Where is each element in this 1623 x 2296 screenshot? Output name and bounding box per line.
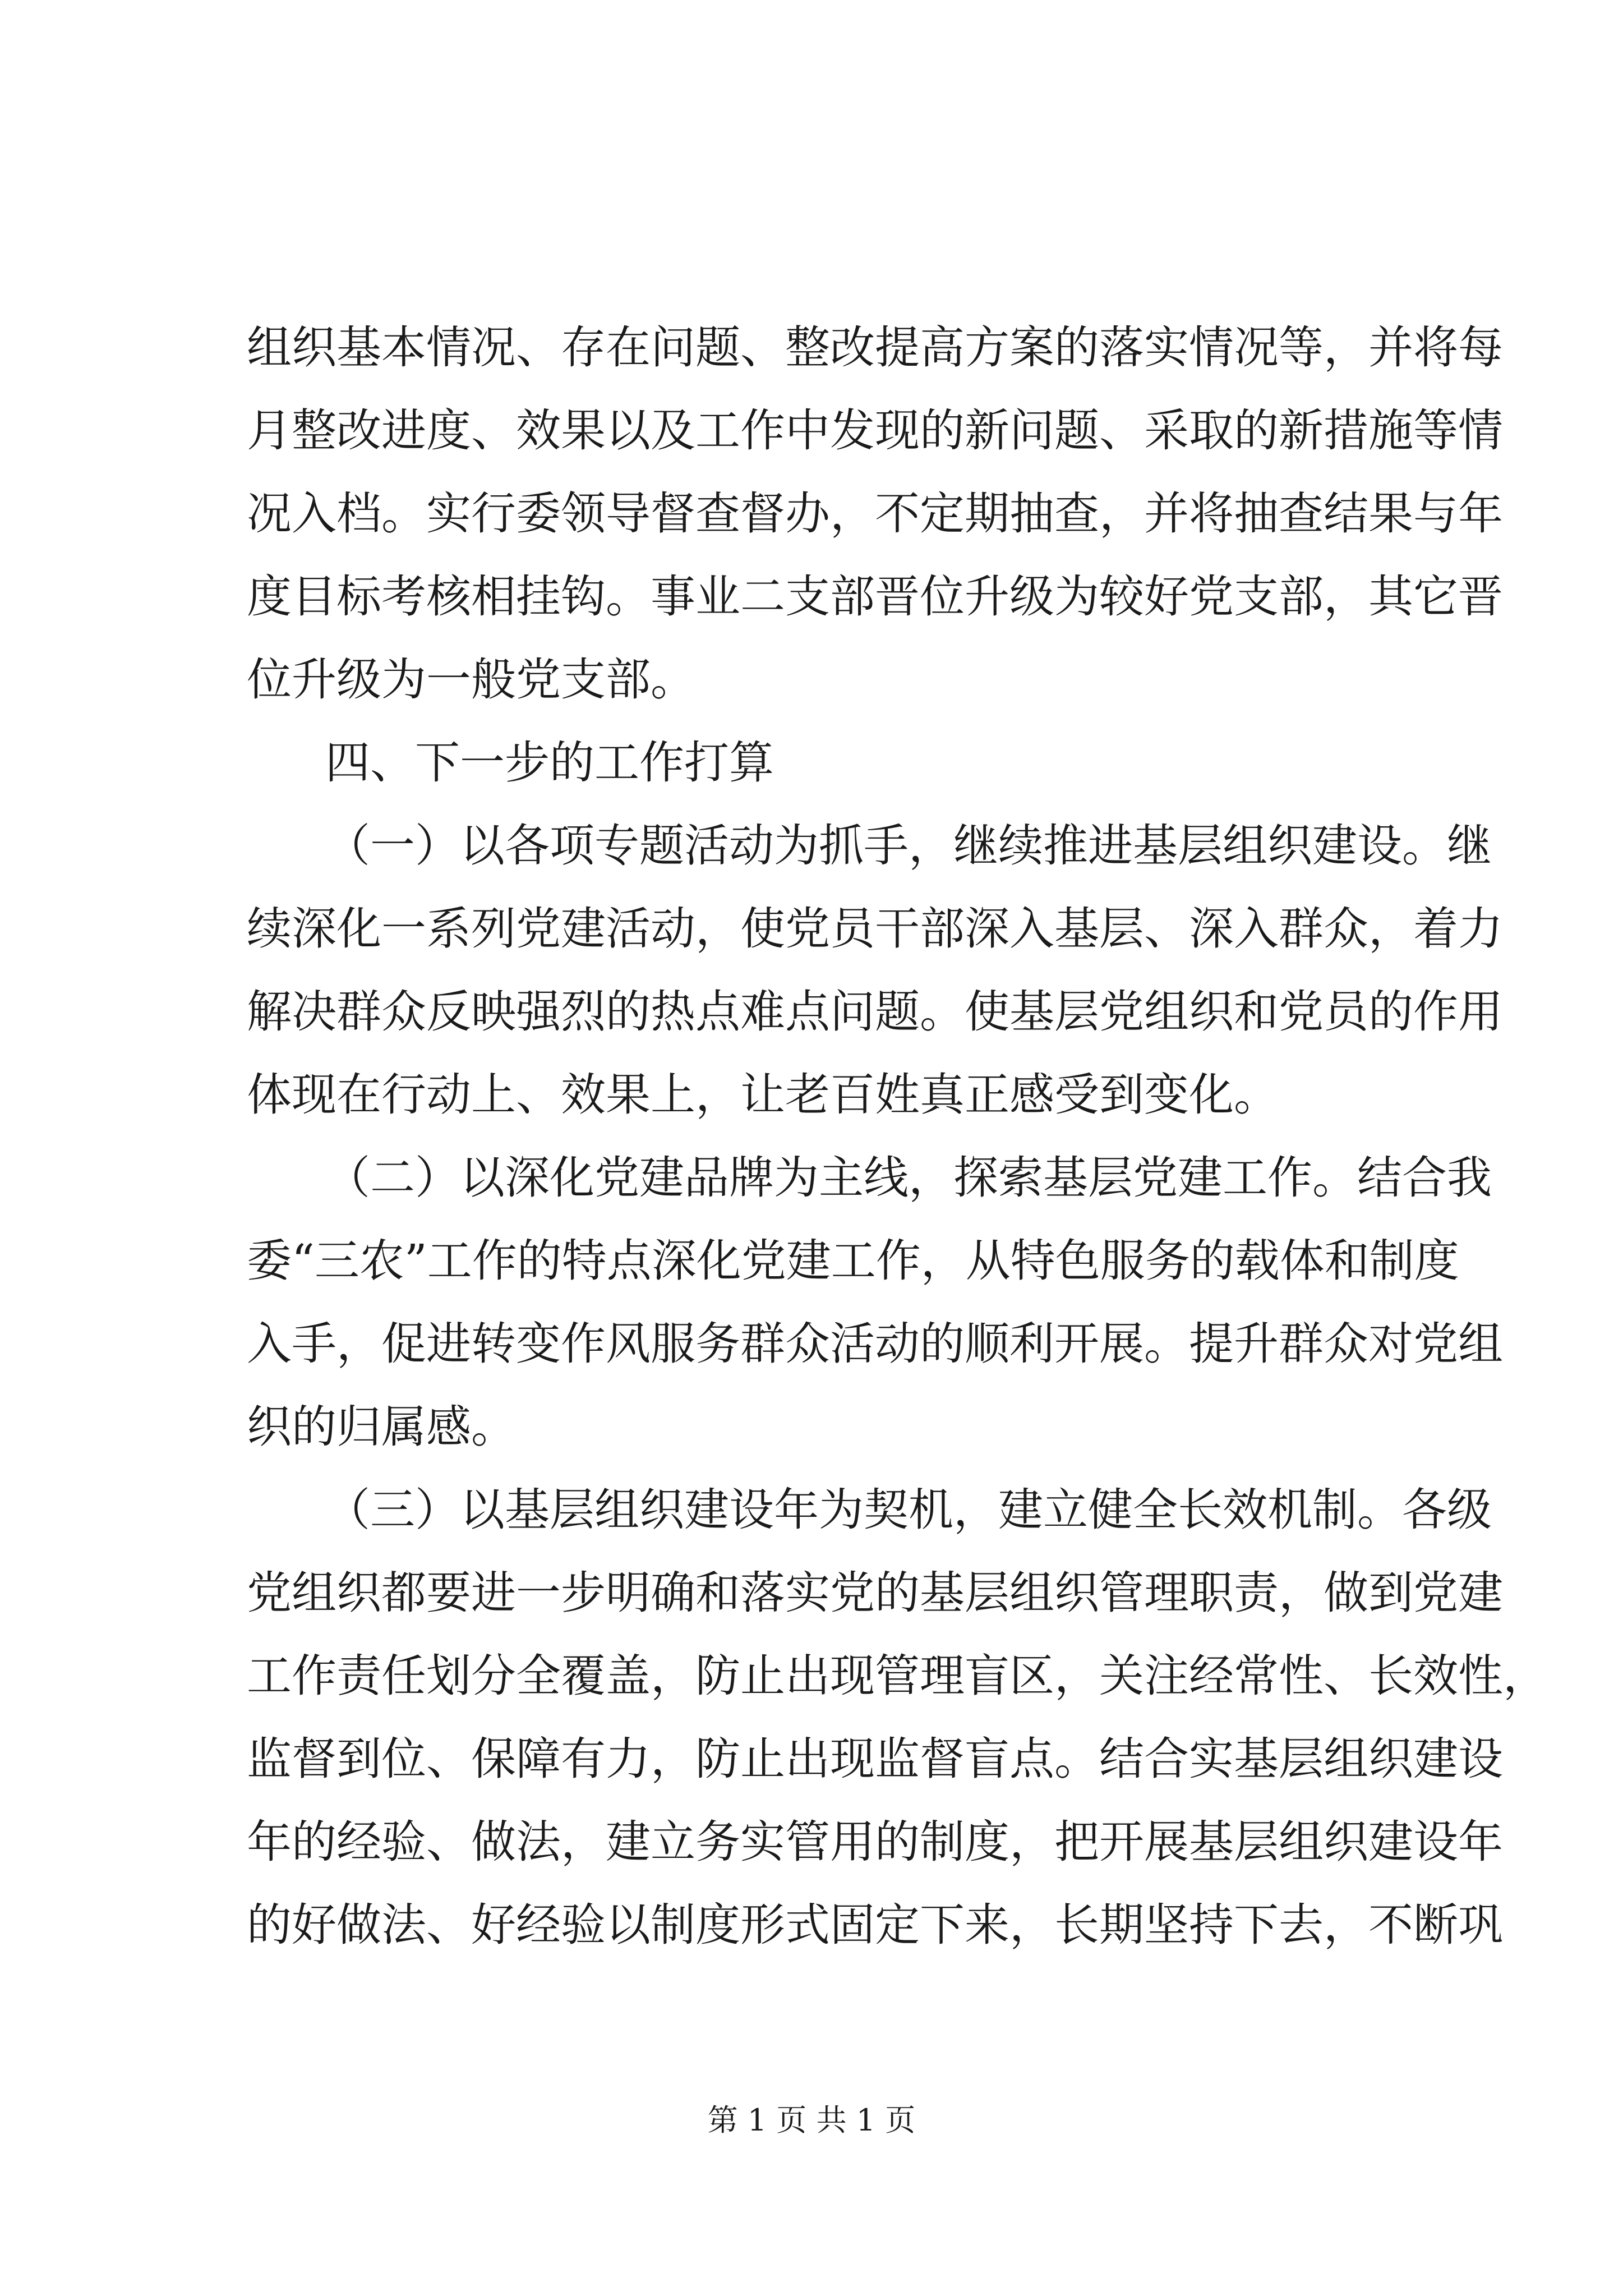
page-footer: 第 1 页 共 1 页 [707, 2102, 916, 2138]
body-line-14: 织的归属感。 [247, 1401, 516, 1453]
body-line-20: 的好做法、好经验以制度形式固定下来，长期坚持下去，不断巩 [247, 1899, 1503, 1951]
section-heading: 四、下一步的工作打算 [325, 737, 774, 789]
body-line-16: 党组织都要进一步明确和落实党的基层组织管理职责，做到党建 [247, 1567, 1503, 1619]
body-line-3: 况入档。实行委领导督查督办，不定期抽查，并将抽查结果与年 [247, 487, 1503, 540]
body-line-11: （二）以深化党建品牌为主线，探索基层党建工作。结合我 [325, 1152, 1492, 1204]
body-line-10: 体现在行动上、效果上，让老百姓真正感受到变化。 [247, 1069, 1279, 1121]
body-line-19: 年的经验、做法，建立务实管用的制度，把开展基层组织建设年 [247, 1816, 1503, 1868]
body-line-8: 续深化一系列党建活动，使党员干部深入基层、深入群众，着力 [247, 903, 1503, 955]
body-line-2: 月整改进度、效果以及工作中发现的新问题、采取的新措施等情 [247, 404, 1503, 457]
body-line-4: 度目标考核相挂钩。事业二支部晋位升级为较好党支部，其它晋 [247, 570, 1503, 623]
body-line-1: 组织基本情况、存在问题、整改提高方案的落实情况等，并将每 [247, 321, 1503, 374]
body-line-12: 委“三农”工作的特点深化党建工作，从特色服务的载体和制度 [247, 1235, 1459, 1287]
body-line-7: （一）以各项专题活动为抓手，继续推进基层组织建设。继 [325, 820, 1492, 872]
body-line-17: 工作责任划分全覆盖，防止出现管理盲区，关注经常性、长效性， [247, 1650, 1548, 1702]
body-line-5: 位升级为一般党支部。 [247, 654, 695, 706]
body-line-13: 入手，促进转变作风服务群众活动的顺利开展。提升群众对党组 [247, 1318, 1503, 1370]
body-line-15: （三）以基层组织建设年为契机，建立健全长效机制。各级 [325, 1484, 1492, 1536]
body-line-18: 监督到位、保障有力，防止出现监督盲点。结合实基层组织建设 [247, 1733, 1503, 1785]
body-line-9: 解决群众反映强烈的热点难点问题。使基层党组织和党员的作用 [247, 986, 1503, 1038]
